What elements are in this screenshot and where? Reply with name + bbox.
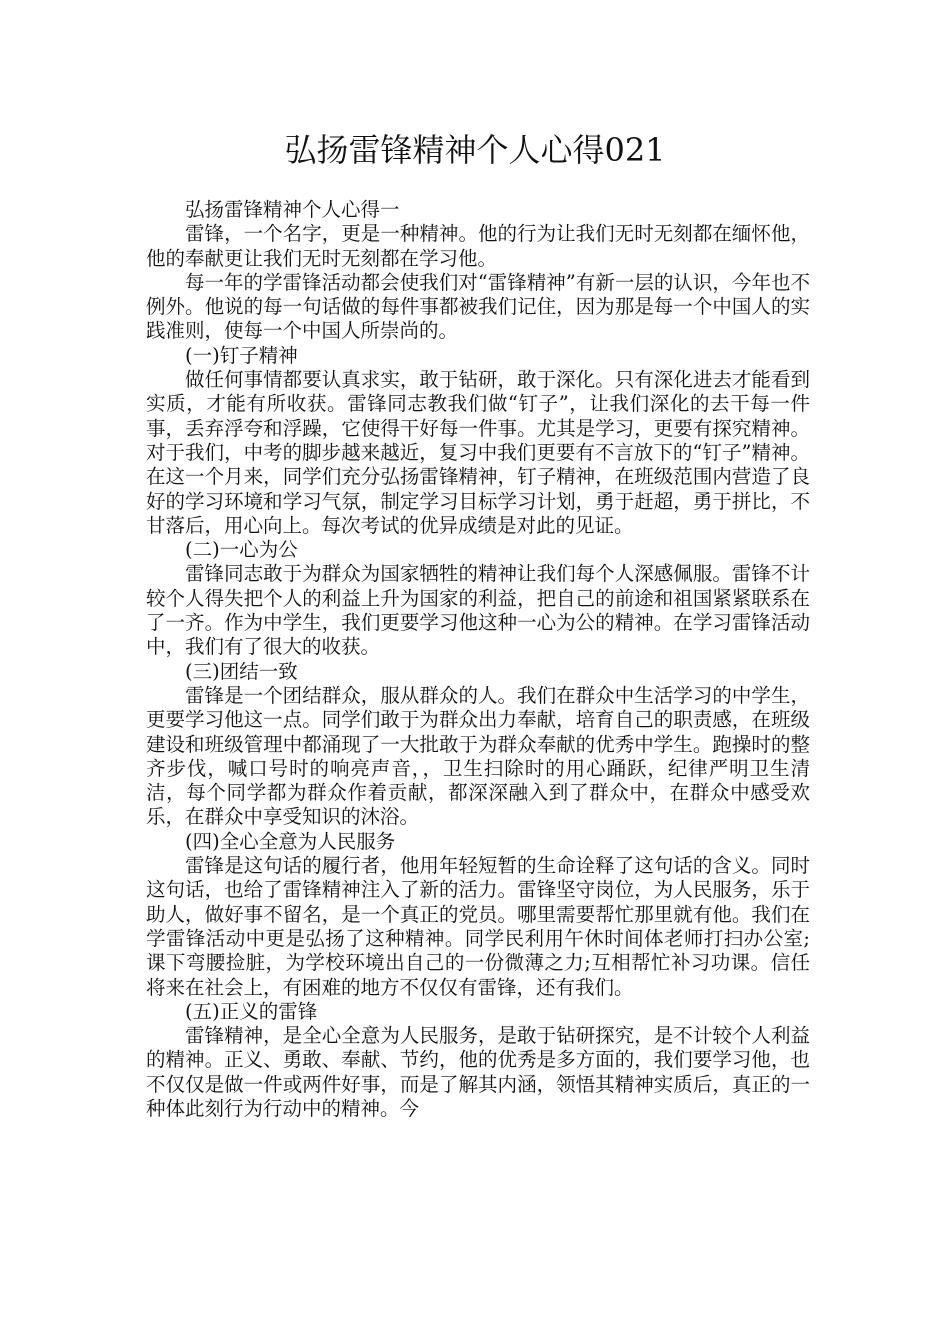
paragraph-nail-spirit: 做任何事情都要认真求实，敢于钻研，敢于深化。只有深化进去才能看到实质，才能有所收获。雷锋同志教我们做“钉子”，让我们深化的去干每一件事，丢弃浮夸和浮躁，它使得干好每一件事。尤其是学习，更要有探究精神。对于我们，中考的脚步越来越近，复习中我们更要有不言放下的“钉子”精神。在这一个月来，同学们充分弘扬雷锋精神，钉子精神，在班级范围内营造了良好的学习环境和学习气氛，制定学习目标学习计划，勇于赶超，勇于拼比，不甘落后，用心向上。每次考试的优异成绩是对此的见证。 — [146, 368, 810, 537]
paragraph-unity: 雷锋是一个团结群众，服从群众的人。我们在群众中生活学习的中学生，更要学习他这一点。同学们敢于为群众出力奉献，培育自己的职责感，在班级建设和班级管理中都涌现了一大批敢于为群众奉献的优秀中学生。跑操时的整齐步伐，喊口号时的响亮声音，，卫生扫除时的用心踊跃，纪律严明卫生清洁，每个同学都为群众作着贡献，都深深融入到了群众中，在群众中感受欢乐，在群众中享受知识的沐浴。 — [146, 683, 810, 829]
document-body — [146, 198, 810, 1121]
section-heading-3: (三)团结一致 — [185, 659, 298, 683]
paragraph-subtitle: 弘扬雷锋精神个人心得一 — [185, 198, 400, 221]
paragraph-righteous-leifeng: 雷锋精神，是全心全意为人民服务，是敢于钻研探究，是不计较个人利益的精神。正义、勇敢、奉献、节约，他的优秀是多方面的，我们要学习他，也不仅仅是做一件或两件好事，而是了解其内涵，领悟其精神实质后，真正的一种体此刻行为行动中的精神。今 — [146, 1024, 810, 1120]
paragraph-public-spirit: 雷锋同志敢于为群众为国家牺牲的精神让我们每个人深感佩服。雷锋不计较个人得失把个人的利益上升为国家的利益，把自己的前途和祖国紧紧联系在了一齐。作为中学生，我们更要学习他这种一心为公的精神。在学习雷锋活动中，我们有了很大的收获。 — [146, 562, 810, 659]
paragraph-serve-people: 雷锋是这句话的履行者，他用年轻短暂的生命诠释了这句话的含义。同时这句话，也给了雷锋精神注入了新的活力。雷锋坚守岗位，为人民服务，乐于助人，做好事不留名，是一个真正的党员。哪里需要帮忙那里就有他。我们在学雷锋活动中更是弘扬了这种精神。同学民利用午休时间体老师打扫办公室;课下弯腰捡脏，为学校环境出自己的一份微薄之力;互相帮忙补习功课。信任将来在社会上，有困难的地方不仅仅有雷锋，还有我们。 — [146, 854, 810, 999]
document-title: 弘扬雷锋精神个人心得021 — [284, 131, 666, 169]
section-heading-4: (四)全心全意为人民服务 — [185, 829, 396, 853]
paragraph-intro: 雷锋，一个名字，更是一种精神。他的行为让我们无时无刻都在缅怀他，他的奉献更让我们无时无刻都在学习他。 — [146, 222, 810, 270]
section-heading-5: (五)正义的雷锋 — [185, 999, 318, 1023]
section-heading-1: (一)钉子精神 — [185, 343, 298, 367]
section-heading-2: (二)一心为公 — [185, 538, 298, 562]
paragraph-annual-activity: 每一年的学雷锋活动都会使我们对“雷锋精神”有新一层的认识，今年也不例外。他说的每一句话做的每件事都被我们记住，因为那是每一个中国人的实践准则，使每一个中国人所崇尚的。 — [146, 270, 810, 343]
